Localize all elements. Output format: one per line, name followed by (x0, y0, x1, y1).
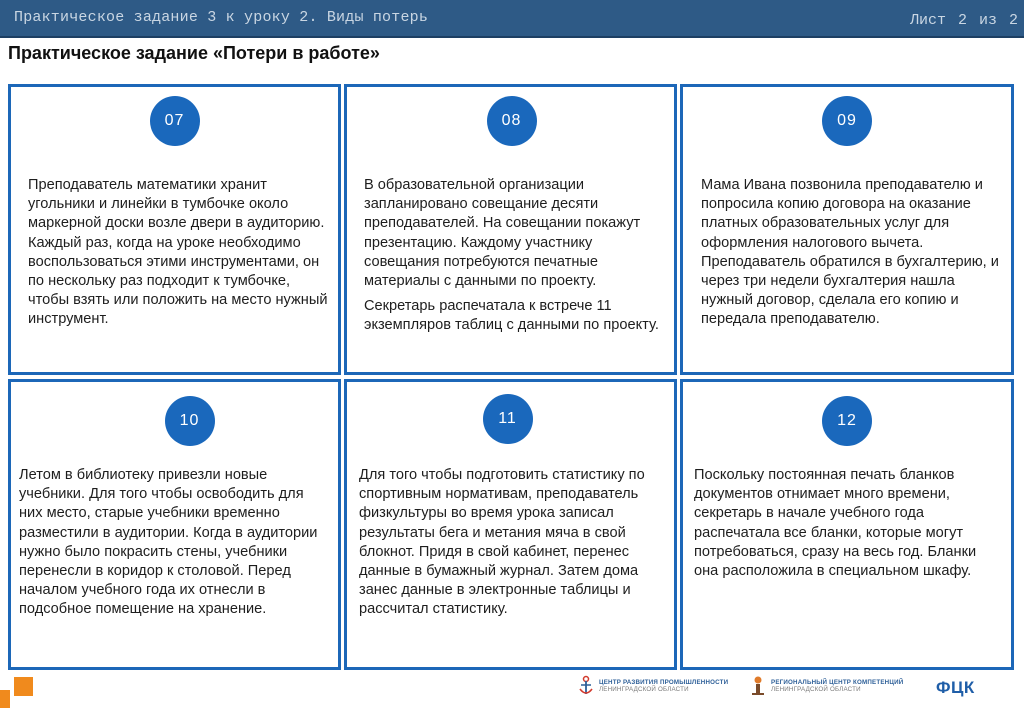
card-number-badge: 08 (487, 96, 537, 146)
emblem-logo-icon (750, 675, 766, 697)
card-paragraph: Секретарь распечатала к встрече 11 экземпляров таблиц с данными по проекту. (364, 298, 659, 334)
task-card-07 (8, 84, 341, 375)
logo2-line2: ЛЕНИНГРАДСКОЙ ОБЛАСТИ (771, 686, 861, 693)
logo2-line1: РЕГИОНАЛЬНЫЙ ЦЕНТР КОМПЕТЕНЦИЙ (771, 678, 904, 686)
task-card-11 (344, 379, 677, 670)
card-number-badge: 09 (822, 96, 872, 146)
task-card-08 (344, 84, 677, 375)
task-card-10 (8, 379, 341, 670)
anchor-logo-icon (578, 675, 594, 697)
card-paragraph: Мама Ивана позвонила преподавателю и попросила копию договора на оказание платных образовательных услуг для оформления налогового вычета. Преподаватель обратился в бухгалтерию, и через три недели бухгалтерия нашла нужный договор, сделала его копию и передала преподавателю. (701, 177, 999, 328)
card-paragraph: Поскольку постоянная печать бланков документов отнимает много времени, секретарь в начале учебного года распечатала все бланки, которые могут потребоваться, сразу на весь год. Бланки она расположила в специальном шкафу. (694, 467, 977, 580)
cards-grid (8, 84, 1014, 670)
card-number-badge: 11 (483, 394, 533, 444)
card-text (701, 176, 1001, 330)
logo-industry-center (578, 675, 728, 697)
task-card-12 (680, 379, 1014, 670)
logo1-line2: ЛЕНИНГРАДСКОЙ ОБЛАСТИ (599, 686, 689, 693)
header-bar (0, 0, 1024, 38)
card-text (694, 466, 1002, 581)
card-text (359, 466, 665, 620)
footer-logos (0, 673, 1024, 708)
logo-competence-center (750, 675, 903, 697)
card-number-badge: 07 (150, 96, 200, 146)
card-number-badge: 12 (822, 396, 872, 446)
logo-fck: ФЦК (936, 678, 975, 697)
page-title: Практическое задание «Потери в работе» (8, 43, 380, 63)
document-title: Практическое задание 3 к уроку 2. Виды потерь (14, 9, 429, 26)
card-text (28, 176, 328, 330)
card-text (364, 176, 664, 336)
card-paragraph: Для того чтобы подготовить статистику по спортивным нормативам, преподаватель физкультуры во время урока записал результаты бега и метания мяча в свой блокнот. Придя в свой кабинет, перенес данные в бумажный журнал. Затем дома занес данные в электронные таблицы и рассчитал статистику. (359, 467, 645, 618)
task-card-09 (680, 84, 1014, 375)
card-paragraph: Летом в библиотеку привезли новые учебники. Для того чтобы освободить для них место, старые учебники временно разместили в аудитории. Когда в аудитории нужно было покрасить стены, учебники перенесли в коридор к столовой. Перед началом учебного года их отнесли в подсобное помещение на хранение. (19, 467, 318, 618)
card-paragraph: В образовательной организации запланировано совещание десяти преподавателей. На совещании покажут презентацию. Каждому участнику совещания потребуются печатные материалы с данными по проекту. (364, 177, 641, 290)
page-indicator: Лист 2 из 2 (909, 12, 1018, 29)
card-text (19, 466, 331, 620)
logo1-line1: ЦЕНТР РАЗВИТИЯ ПРОМЫШЛЕННОСТИ (599, 678, 729, 686)
card-paragraph: Преподаватель математики хранит угольники и линейки в тумбочке около маркерной доски возле двери в аудиторию. Каждый раз, когда на уроке необходимо воспользоваться этими инструментами, он по нескольку раз подходит к тумбочке, чтобы взять или положить на место нужный инструмент. (28, 177, 328, 328)
card-number-badge: 10 (165, 396, 215, 446)
